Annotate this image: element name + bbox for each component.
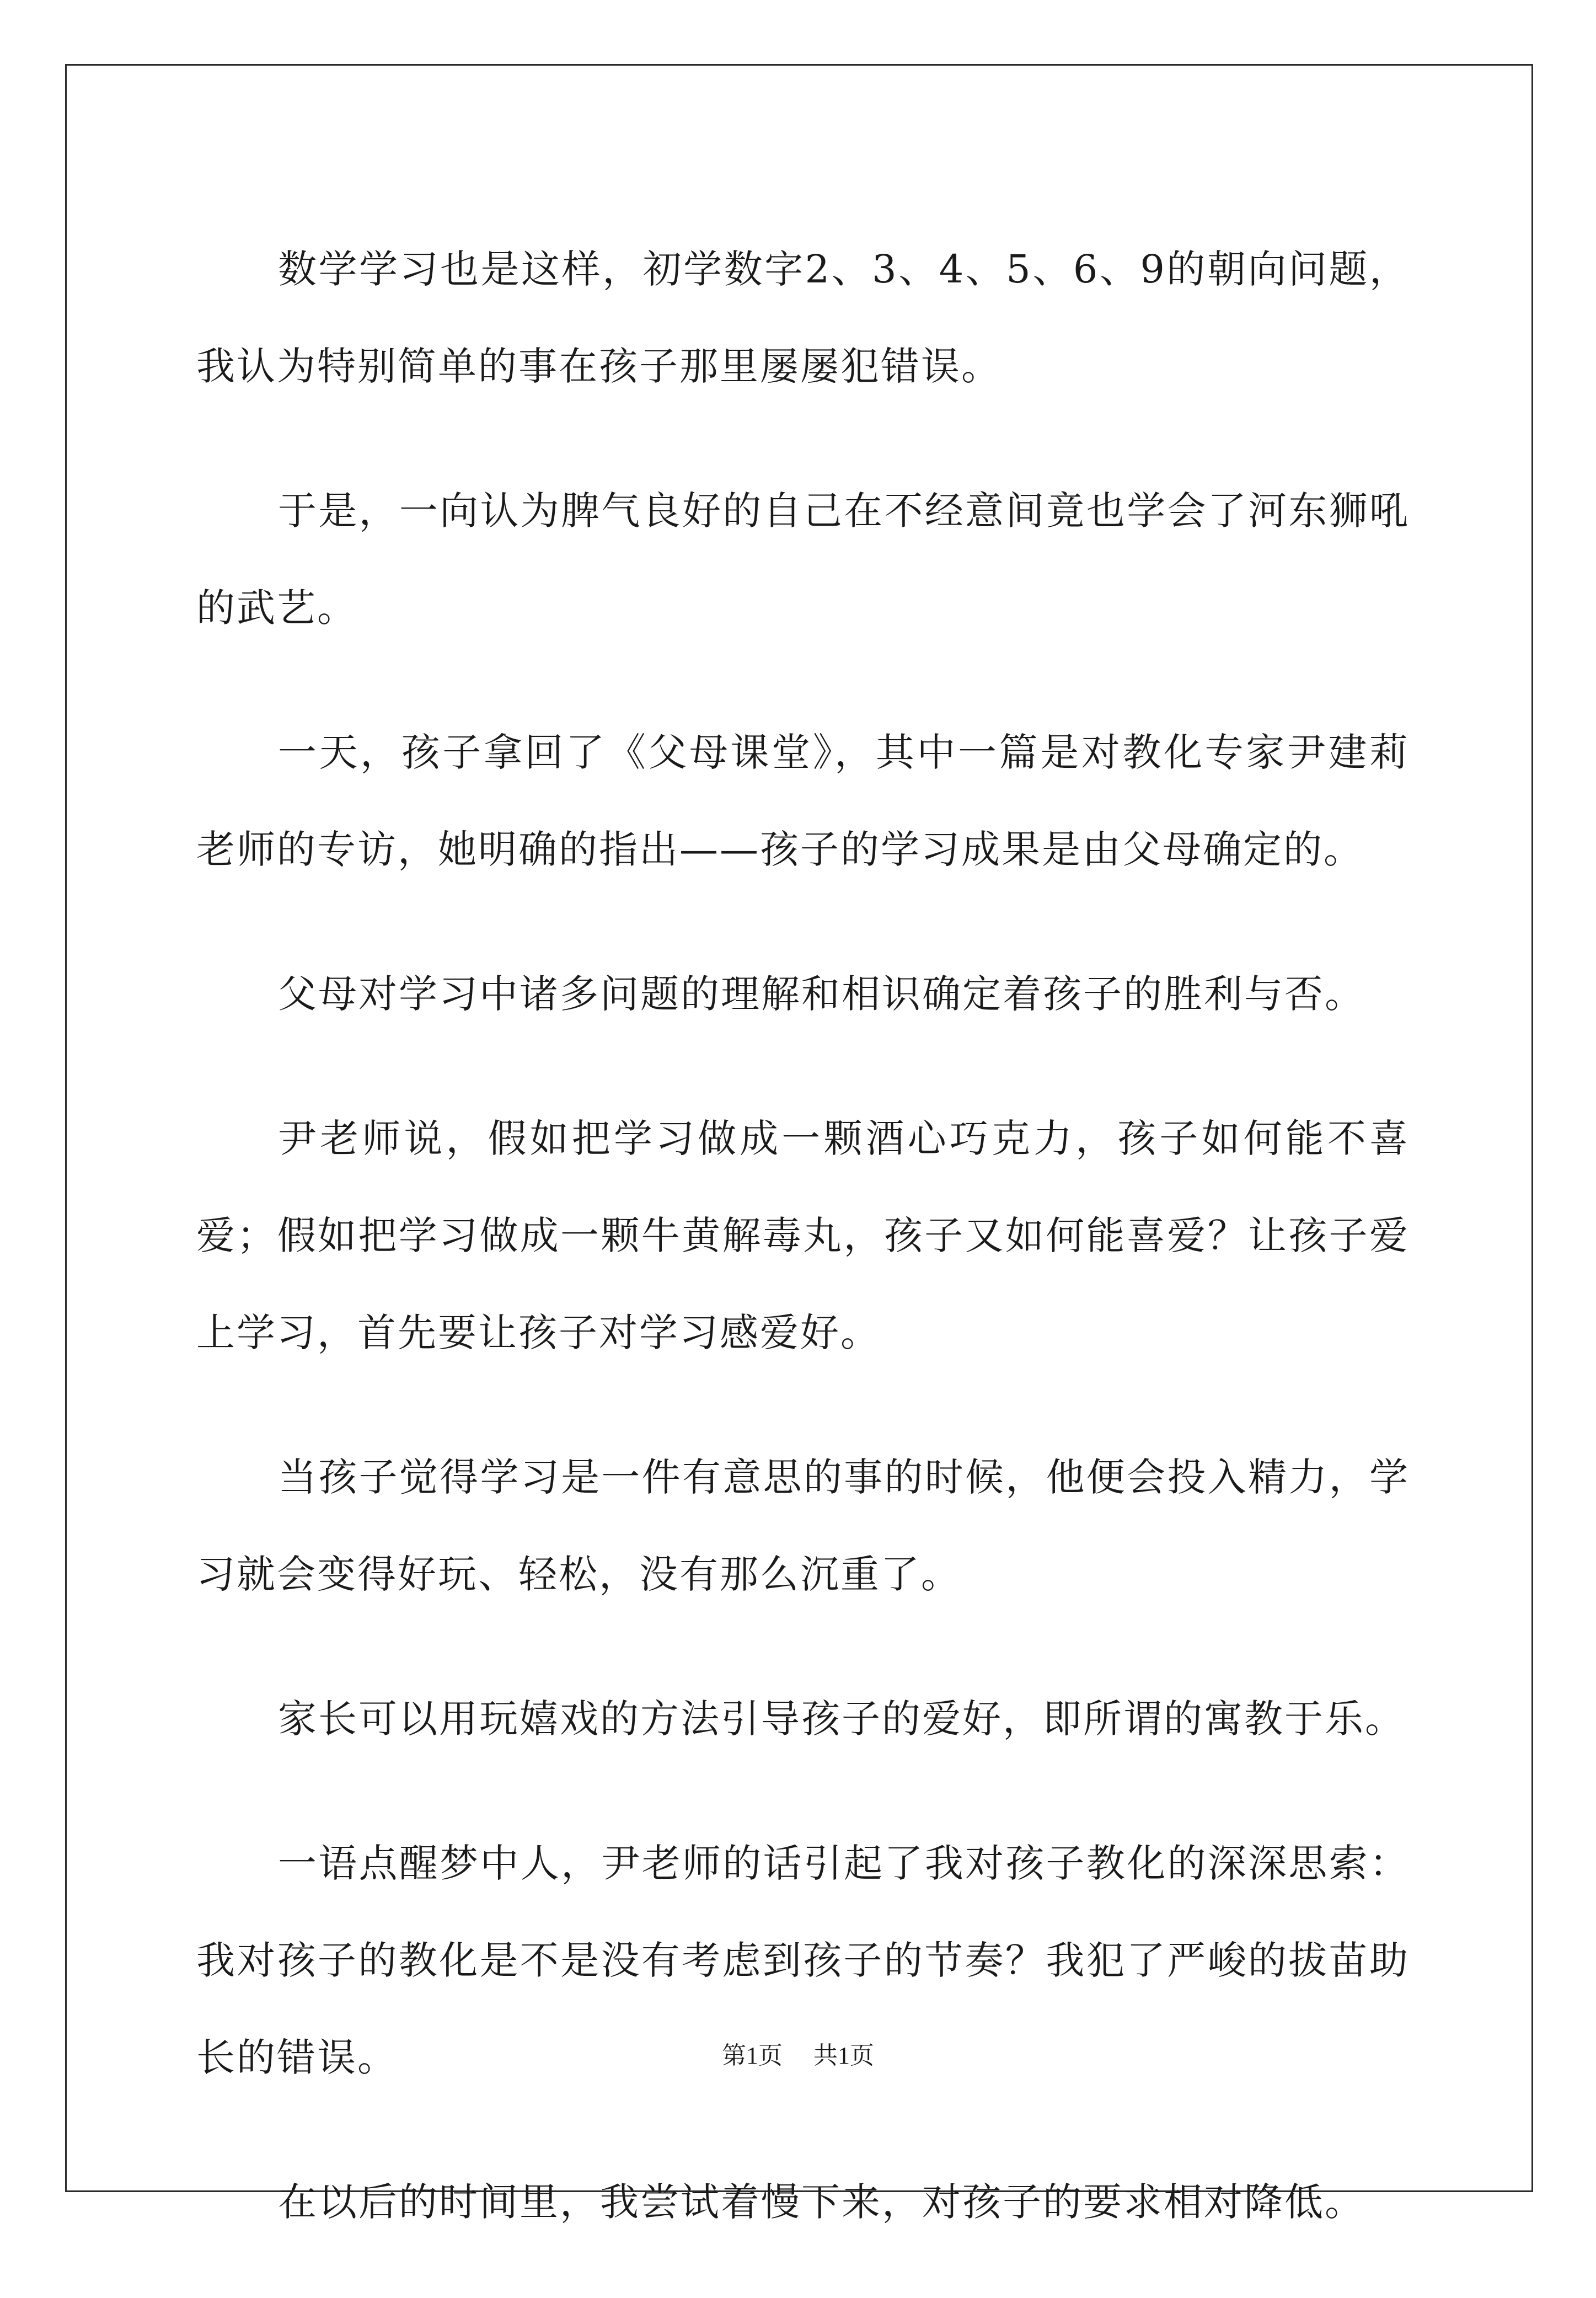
paragraph-3: 一天，孩子拿回了《父母课堂》，其中一篇是对教化专家尹建莉老师的专访，她明确的指出——孩子的学习成果是由父母确定的。	[196, 730, 1410, 872]
page-count: 共1页	[813, 2042, 874, 2069]
paragraph-5: 尹老师说，假如把学习做成一颗酒心巧克力，孩子如何能不喜爱；假如把学习做成一颗牛黄解毒丸，孩子又如何能喜爱？让孩子爱上学习，首先要让孩子对学习感爱好。	[196, 1116, 1410, 1355]
paragraph-1: 数学学习也是这样，初学数字2、3、4、5、6、9的朝向问题，我认为特别简单的事在孩子那里屡屡犯错误。	[196, 247, 1410, 389]
paragraph-9: 在以后的时间里，我尝试着慢下来，对孩子的要求相对降低。	[278, 2179, 1365, 2225]
paragraph-6: 当孩子觉得学习是一件有意思的事的时候，他便会投入精力，学习就会变得好玩、轻松，没有那么沉重了。	[196, 1455, 1410, 1597]
page-footer	[0, 2035, 1596, 2071]
paragraph-8: 一语点醒梦中人，尹老师的话引起了我对孩子教化的深深思索：我对孩子的教化是不是没有考虑到孩子的节奏？我犯了严峻的拔苗助长的错误。	[196, 1841, 1410, 2080]
document-body	[196, 221, 1410, 2298]
paragraph-4: 父母对学习中诸多问题的理解和相识确定着孩子的胜利与否。	[278, 971, 1365, 1017]
page-number: 第1页	[722, 2042, 783, 2069]
paragraph-7: 家长可以用玩嬉戏的方法引导孩子的爱好，即所谓的寓教于乐。	[278, 1696, 1405, 1741]
paragraph-2: 于是，一向认为脾气良好的自己在不经意间竟也学会了河东狮吼的武艺。	[196, 488, 1410, 630]
